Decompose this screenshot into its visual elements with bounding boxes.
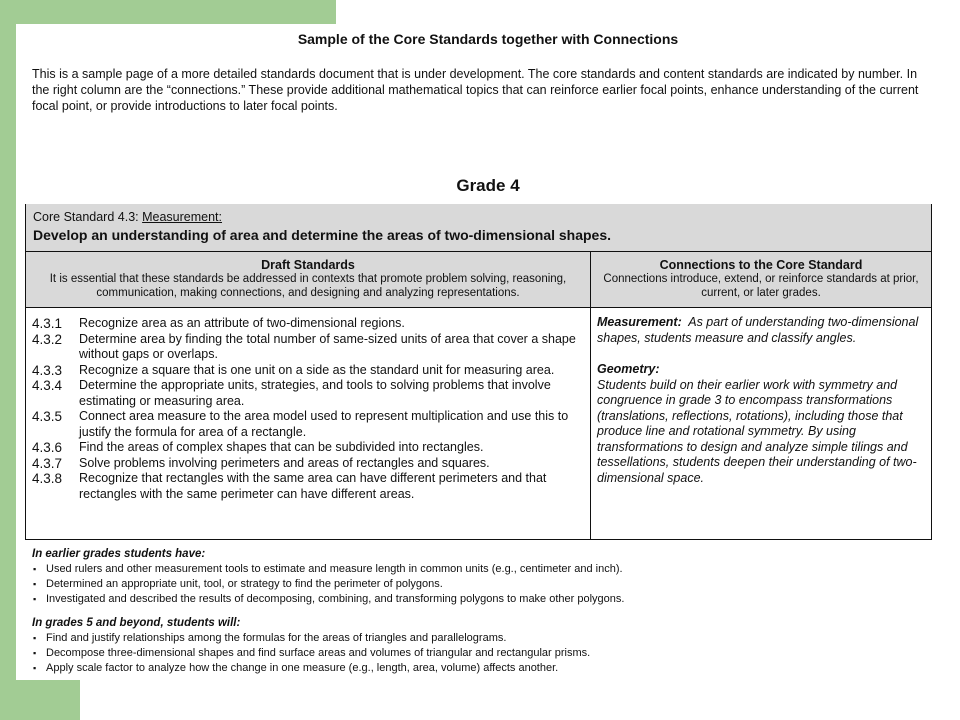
standard-text: Recognize area as an attribute of two-dimensional regions. <box>79 316 405 330</box>
table-divider-header <box>25 307 932 308</box>
bullet-icon: ▪ <box>33 633 37 643</box>
bullet-icon: ▪ <box>33 564 37 574</box>
draft-standards-text: It is essential that these standards be addressed in contexts that promote problem solving, reasoning, communication, making connections, and designing and analyzing representations. <box>49 273 567 299</box>
core-standard-label <box>33 210 222 224</box>
draft-standards-header <box>29 258 587 300</box>
table-column-divider <box>590 251 591 540</box>
later-grades-title: In grades 5 and beyond, students will: <box>32 617 241 629</box>
geometry-label: Geometry: <box>597 362 660 376</box>
list-item <box>32 409 587 440</box>
table-border-left <box>25 204 26 540</box>
later-item-text: Find and justify relationships among the formulas for the areas of triangles and parallelograms. <box>46 632 507 644</box>
standard-number: 4.3.3 <box>32 362 63 378</box>
later-item-text: Decompose three-dimensional shapes and find surface areas and volumes of triangular and rectangular prisms. <box>46 647 591 659</box>
connections-content <box>597 315 922 486</box>
page-title: Sample of the Core Standards together with Connections <box>297 31 679 47</box>
list-item <box>32 646 932 661</box>
grade-progression-lists <box>32 547 932 676</box>
table-border-right <box>931 204 932 540</box>
core-standard-topic: Measurement: <box>142 210 223 224</box>
list-item <box>32 440 587 456</box>
standard-text: Determine the appropriate units, strategies, and tools to solving problems that involve estimating or measuring area. <box>79 378 551 408</box>
intro-paragraph: This is a sample page of a more detailed standards document that is under development. The core standards and content standards are indicated by number. In the right column are the “connections.” These provide additional mathematical topics that can reinforce earlier focal points, enhance understanding of the current focal point, or provide introductions to later focal points. <box>32 67 919 113</box>
list-item <box>32 332 587 363</box>
list-item <box>32 316 587 332</box>
list-item <box>32 577 932 592</box>
standard-number: 4.3.1 <box>32 316 63 331</box>
list-item <box>32 631 932 646</box>
bullet-icon: ▪ <box>33 594 37 604</box>
list-item <box>32 363 587 379</box>
standard-text: Recognize that rectangles with the same area can have different perimeters and that rectangles with the same perimeter can have different areas. <box>79 471 547 501</box>
list-item <box>32 562 932 577</box>
grade-heading: Grade 4 <box>456 176 520 195</box>
measurement-text: As part of understanding two-dimensional shapes, students measure and classify angles. <box>597 315 919 345</box>
table-divider-core <box>25 251 932 252</box>
earlier-item-text: Investigated and described the results of decomposing, combining, and transforming polygons to make other polygons. <box>46 593 625 605</box>
standard-number: 4.3.6 <box>32 440 63 455</box>
later-item-text: Apply scale factor to analyze how the change in one measure (e.g., length, area, volume) affects another. <box>46 662 559 674</box>
standard-text: Recognize a square that is one unit on a side as the standard unit for measuring area. <box>79 362 555 377</box>
earlier-item-text: Determined an appropriate unit, tool, or strategy to find the perimeter of polygons. <box>46 578 443 590</box>
core-standard-number: Core Standard 4.3: <box>33 210 143 224</box>
standard-number: 4.3.4 <box>32 378 63 393</box>
standard-number: 4.3.7 <box>32 455 63 471</box>
bullet-icon: ▪ <box>33 579 37 589</box>
standard-number: 4.3.5 <box>32 409 63 424</box>
document-page <box>16 24 960 680</box>
connections-header-text: Connections introduce, extend, or reinforce standards at prior, current, or later grades. <box>603 273 919 299</box>
geometry-connection <box>597 362 922 486</box>
list-item <box>32 378 587 409</box>
bullet-icon: ▪ <box>33 663 37 673</box>
draft-standards-title: Draft Standards <box>261 258 355 272</box>
green-border-top <box>0 0 336 24</box>
standard-number: 4.3.2 <box>32 331 63 347</box>
measurement-connection <box>597 315 922 346</box>
connections-header <box>594 258 928 300</box>
connections-title: Connections to the Core Standard <box>659 258 863 272</box>
list-item <box>32 471 587 502</box>
standard-text: Solve problems involving perimeters and areas of rectangles and squares. <box>79 455 490 470</box>
standards-table <box>25 204 932 540</box>
standard-text: Find the areas of complex shapes that can be subdivided into rectangles. <box>79 440 484 454</box>
list-item <box>32 456 587 472</box>
standard-text: Determine area by finding the total number of same-sized units of area that cover a shape without gaps or overlaps. <box>79 331 576 361</box>
standards-list <box>32 316 587 502</box>
core-standard-description: Develop an understanding of area and determine the areas of two-dimensional shapes. <box>33 227 612 243</box>
table-border-bottom <box>25 539 932 540</box>
list-item <box>32 592 932 607</box>
bullet-icon: ▪ <box>33 648 37 658</box>
standard-number: 4.3.8 <box>32 471 63 486</box>
earlier-grades-title: In earlier grades students have: <box>32 548 206 560</box>
standard-text: Connect area measure to the area model used to represent multiplication and use this to justify the formula for area of a rectangle. <box>79 409 569 439</box>
measurement-label: Measurement: <box>597 315 682 329</box>
list-item <box>32 661 932 676</box>
earlier-item-text: Used rulers and other measurement tools to estimate and measure length in common units (e.g., centimeter and inch). <box>46 563 623 575</box>
geometry-text: Students build on their earlier work with symmetry and congruence in grade 3 to encompass transformations (translations, reflections, rotations), including those that produce line and rotational symmetry. By using transformations to design and analyze simple tilings and tessellations, students deepen their understanding of two-dimensional space. <box>597 377 917 485</box>
